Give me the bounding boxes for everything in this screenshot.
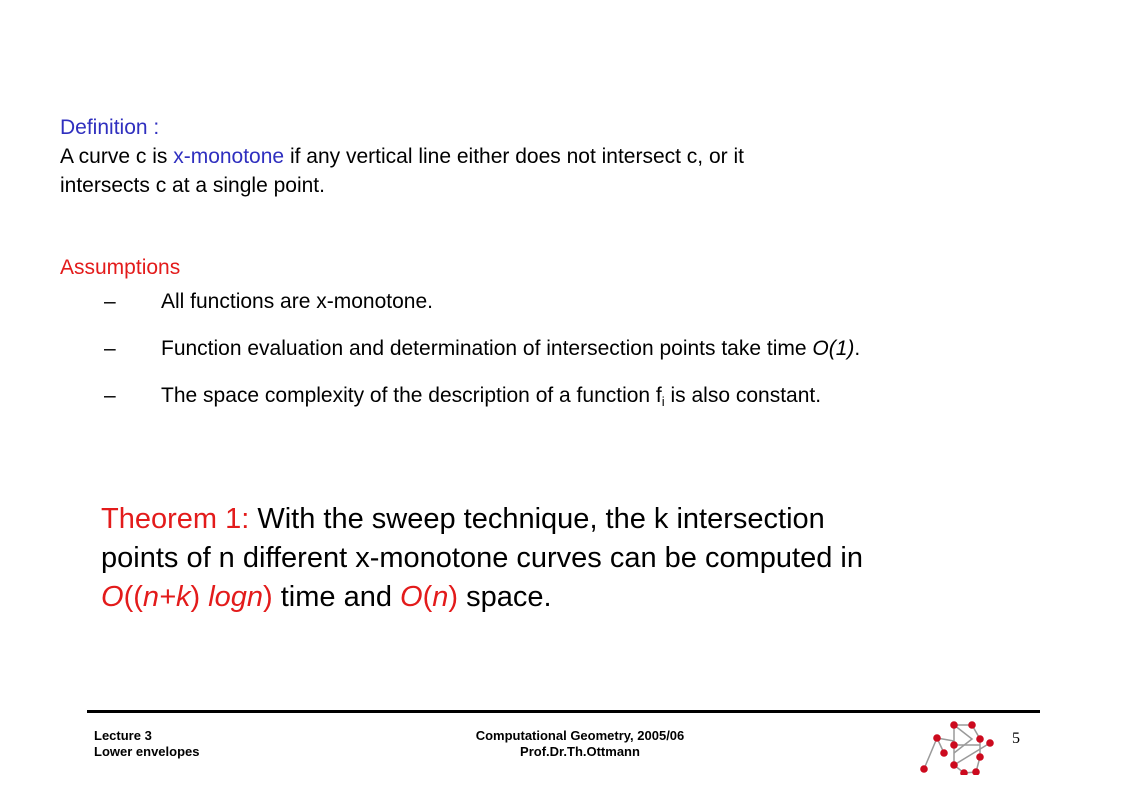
subscript-i: i: [661, 394, 665, 409]
paren: ): [263, 581, 273, 613]
theorem-line-3: [101, 578, 1001, 617]
course-title: Computational Geometry, 2005/06: [475, 728, 685, 743]
lecture-number: Lecture 3: [94, 728, 152, 743]
theorem-line-1: [101, 500, 1001, 539]
definition-heading: Definition :: [60, 116, 160, 139]
footer-course-info: [420, 728, 740, 760]
assumption-text: [161, 382, 821, 410]
assumption-text: All functions are x-monotone.: [161, 290, 433, 313]
paren: ((: [123, 581, 143, 613]
definition-text-cont: if any vertical line either does not intersect c, or it: [284, 145, 744, 168]
assumption-text-part: The space complexity of the description of a function f: [161, 384, 662, 407]
bullet-dash: –: [104, 384, 116, 407]
professor-name: Prof.Dr.Th.Ottmann: [520, 744, 640, 759]
big-o-time: O: [101, 581, 124, 613]
footer-lecture-info: [94, 728, 199, 760]
definition-term: x-monotone: [173, 145, 285, 168]
theorem-text: With the sweep technique, the k intersection: [249, 503, 825, 535]
assumption-text: [161, 335, 860, 363]
definition-line-2: intersects c at a single point.: [60, 174, 325, 197]
page-number: 5: [1012, 730, 1020, 747]
assumptions-block: [60, 254, 1100, 423]
theorem-block: [101, 500, 1001, 617]
assumption-item-1: [60, 282, 1100, 329]
paren: ): [448, 581, 459, 613]
assumptions-heading: Assumptions: [60, 256, 181, 279]
paren: ): [190, 581, 209, 613]
assumption-text-end: is also constant.: [664, 384, 822, 407]
complexity-term: O(1): [812, 337, 855, 360]
assumption-text-end: .: [854, 337, 861, 360]
n-plus-k: n+k: [142, 581, 191, 613]
space-text: space.: [458, 581, 552, 613]
bullet-dash: –: [104, 337, 116, 360]
n-var: n: [432, 581, 449, 613]
definition-line-1: [60, 142, 1060, 171]
assumption-text-part: Function evaluation and determination of intersection points take time: [161, 337, 813, 360]
bullet-dash: –: [104, 290, 116, 313]
theorem-label: Theorem 1:: [101, 503, 250, 535]
footer-divider: [87, 710, 1040, 713]
big-o-space: O: [400, 581, 423, 613]
assumption-item-3: [60, 376, 1100, 423]
paren: (: [422, 581, 433, 613]
time-text: time and: [272, 581, 401, 613]
definition-block: [60, 113, 1060, 200]
ad-logo-icon: [910, 715, 1000, 775]
logn: logn: [208, 581, 264, 613]
definition-text: A curve c is: [60, 145, 174, 168]
lecture-topic: Lower envelopes: [94, 744, 200, 759]
theorem-line-2: points of n different x-monotone curves can be computed in: [101, 542, 863, 574]
assumption-item-2: [60, 329, 1100, 376]
